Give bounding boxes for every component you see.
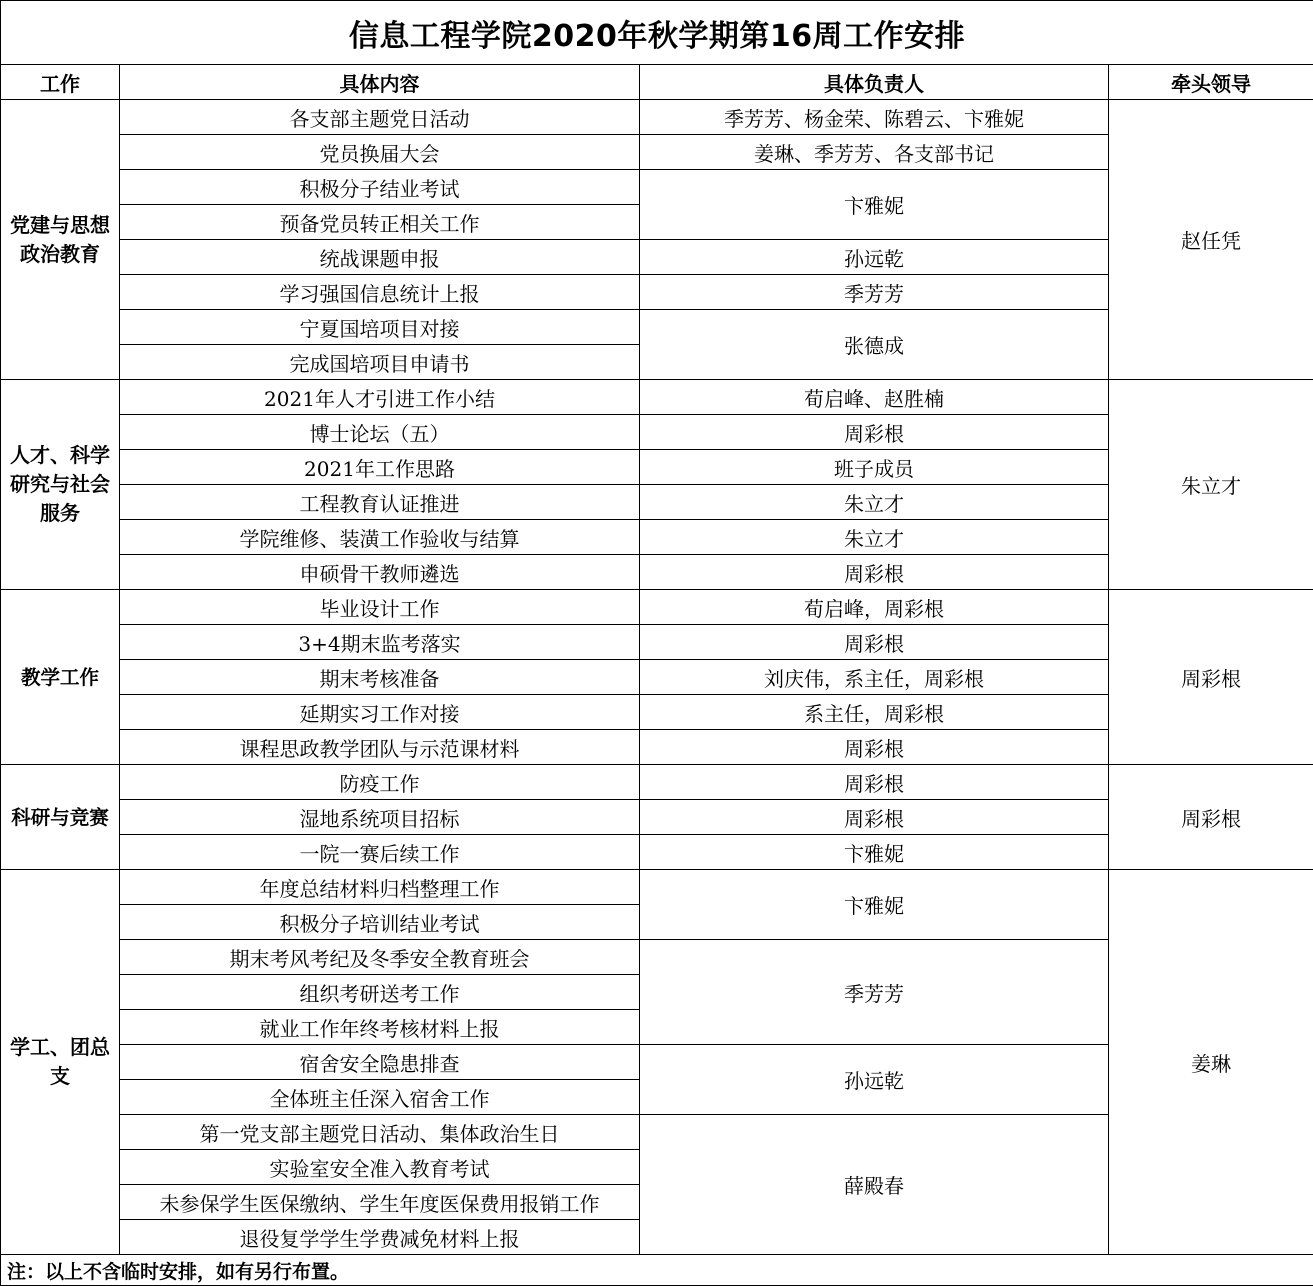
task-content: 积极分子培训结业考试 (120, 905, 640, 940)
task-content: 未参保学生医保缴纳、学生年度医保费用报销工作 (120, 1185, 640, 1220)
task-content: 学院维修、装潢工作验收与结算 (120, 520, 640, 555)
task-responsible: 孙远乾 (640, 1045, 1109, 1115)
task-responsible: 系主任，周彩根 (640, 695, 1109, 730)
footnote: 注：以上不含临时安排，如有另行布置。 (1, 1255, 1313, 1286)
task-content: 积极分子结业考试 (120, 170, 640, 205)
task-content: 实验室安全准入教育考试 (120, 1150, 640, 1185)
task-content: 全体班主任深入宿舍工作 (120, 1080, 640, 1115)
task-content: 退役复学学生学费减免材料上报 (120, 1220, 640, 1255)
task-responsible: 卞雅妮 (640, 835, 1109, 870)
task-responsible: 周彩根 (640, 765, 1109, 800)
task-content: 博士论坛（五） (120, 415, 640, 450)
task-content: 组织考研送考工作 (120, 975, 640, 1010)
task-responsible: 荀启峰，周彩根 (640, 590, 1109, 625)
task-content: 2021年人才引进工作小结 (120, 380, 640, 415)
task-content: 党员换届大会 (120, 135, 640, 170)
task-content: 工程教育认证推进 (120, 485, 640, 520)
task-content: 申硕骨干教师遴选 (120, 555, 640, 590)
task-responsible: 朱立才 (640, 520, 1109, 555)
task-responsible: 卞雅妮 (640, 170, 1109, 240)
task-content: 期末考风考纪及冬季安全教育班会 (120, 940, 640, 975)
table-row (1, 590, 1313, 625)
section-leader: 周彩根 (1109, 765, 1313, 870)
task-content: 课程思政教学团队与示范课材料 (120, 730, 640, 765)
task-responsible: 班子成员 (640, 450, 1109, 485)
table-row (1, 100, 1313, 135)
task-responsible: 卞雅妮 (640, 870, 1109, 940)
task-content: 宁夏国培项目对接 (120, 310, 640, 345)
task-responsible: 季芳芳、杨金荣、陈碧云、卞雅妮 (640, 100, 1109, 135)
task-content: 宿舍安全隐患排查 (120, 1045, 640, 1080)
task-responsible: 周彩根 (640, 625, 1109, 660)
task-responsible: 孙远乾 (640, 240, 1109, 275)
title-row (1, 1, 1313, 65)
task-content: 2021年工作思路 (120, 450, 640, 485)
task-responsible: 周彩根 (640, 415, 1109, 450)
task-content: 延期实习工作对接 (120, 695, 640, 730)
task-responsible: 周彩根 (640, 800, 1109, 835)
task-content: 3+4期末监考落实 (120, 625, 640, 660)
task-content: 就业工作年终考核材料上报 (120, 1010, 640, 1045)
task-responsible: 刘庆伟，系主任，周彩根 (640, 660, 1109, 695)
task-responsible: 周彩根 (640, 730, 1109, 765)
task-responsible: 荀启峰、赵胜楠 (640, 380, 1109, 415)
task-content: 完成国培项目申请书 (120, 345, 640, 380)
task-content: 防疫工作 (120, 765, 640, 800)
section-leader: 姜琳 (1109, 870, 1313, 1255)
header-row (1, 65, 1313, 100)
table-row (1, 765, 1313, 800)
task-responsible: 姜琳、季芳芳、各支部书记 (640, 135, 1109, 170)
task-content: 预备党员转正相关工作 (120, 205, 640, 240)
section-leader: 朱立才 (1109, 380, 1313, 590)
task-content: 第一党支部主题党日活动、集体政治生日 (120, 1115, 640, 1150)
task-responsible: 季芳芳 (640, 275, 1109, 310)
section-category: 党建与思想政治教育 (1, 100, 120, 380)
section-category: 人才、科学研究与社会服务 (1, 380, 120, 590)
section-category: 学工、团总支 (1, 870, 120, 1255)
task-responsible: 张德成 (640, 310, 1109, 380)
task-content: 学习强国信息统计上报 (120, 275, 640, 310)
header-responsible: 具体负责人 (640, 65, 1109, 100)
task-content: 期末考核准备 (120, 660, 640, 695)
task-responsible: 周彩根 (640, 555, 1109, 590)
note-row (1, 1255, 1313, 1286)
task-content: 统战课题申报 (120, 240, 640, 275)
page-title: 信息工程学院2020年秋学期第16周工作安排 (1, 1, 1313, 65)
section-leader: 周彩根 (1109, 590, 1313, 765)
header-work: 工作 (1, 65, 120, 100)
section-category: 教学工作 (1, 590, 120, 765)
task-responsible: 朱立才 (640, 485, 1109, 520)
header-content: 具体内容 (120, 65, 640, 100)
section-category: 科研与竞赛 (1, 765, 120, 870)
table-row (1, 870, 1313, 905)
table-row (1, 380, 1313, 415)
task-responsible: 季芳芳 (640, 940, 1109, 1045)
task-content: 各支部主题党日活动 (120, 100, 640, 135)
task-content: 毕业设计工作 (120, 590, 640, 625)
task-responsible: 薛殿春 (640, 1115, 1109, 1255)
section-leader: 赵任凭 (1109, 100, 1313, 380)
task-content: 湿地系统项目招标 (120, 800, 640, 835)
task-content: 一院一赛后续工作 (120, 835, 640, 870)
task-content: 年度总结材料归档整理工作 (120, 870, 640, 905)
header-leader: 牵头领导 (1109, 65, 1313, 100)
